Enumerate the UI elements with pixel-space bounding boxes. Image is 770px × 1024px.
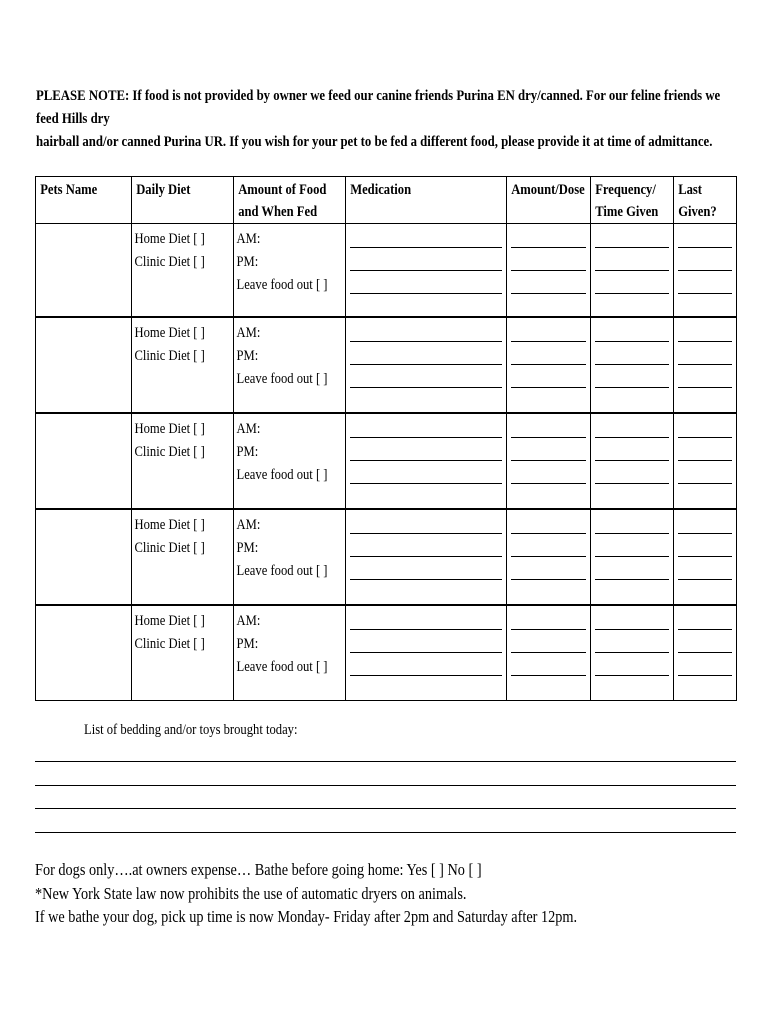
- frequency-cell: [591, 224, 674, 318]
- medication-line[interactable]: [350, 534, 502, 557]
- notice-text: [36, 84, 740, 153]
- bedding-line[interactable]: [35, 761, 736, 762]
- pet-name-cell[interactable]: [36, 509, 132, 605]
- amount-dose-line[interactable]: [511, 342, 586, 365]
- amount-of-food-cell: [234, 605, 346, 701]
- amount-dose-cell: [507, 605, 591, 701]
- amount-dose-line[interactable]: [511, 225, 586, 248]
- pet-name-cell[interactable]: [36, 317, 132, 413]
- daily-diet-cell: [132, 317, 234, 413]
- last-given-line[interactable]: [678, 630, 732, 653]
- amount-of-food-cell: [234, 509, 346, 605]
- header-pets-name: Pets Name: [36, 177, 132, 224]
- last-given-line[interactable]: [678, 365, 732, 388]
- home-diet-checkbox[interactable]: Home Diet [ ]: [134, 613, 205, 629]
- last-given-line[interactable]: [678, 653, 732, 676]
- bedding-label: List of bedding and/or toys brought today:: [84, 722, 298, 738]
- last-given-line[interactable]: [678, 271, 732, 294]
- amount-dose-line[interactable]: [511, 271, 586, 294]
- amount-dose-cell: [507, 224, 591, 318]
- last-given-line[interactable]: [678, 319, 732, 342]
- home-diet-checkbox[interactable]: Home Diet [ ]: [134, 421, 205, 437]
- leave-food-out-checkbox[interactable]: Leave food out [ ]: [236, 563, 328, 579]
- last-given-line[interactable]: [678, 557, 732, 580]
- am-label: AM:: [236, 613, 261, 629]
- frequency-cell: [591, 317, 674, 413]
- medication-line[interactable]: [350, 630, 502, 653]
- leave-food-out-checkbox[interactable]: Leave food out [ ]: [236, 467, 328, 483]
- frequency-line[interactable]: [595, 511, 669, 534]
- last-given-line[interactable]: [678, 534, 732, 557]
- pet-row: [36, 224, 737, 318]
- frequency-cell: [591, 413, 674, 509]
- notice-line-1: PLEASE NOTE: If food is not provided by owner we feed our canine friends Purina EN dry/canned. For our feline friends we feed Hills dry: [36, 87, 721, 127]
- pickup-time-note: If we bathe your dog, pick up time is now Monday- Friday after 2pm and Saturday after 12pm.: [35, 907, 578, 926]
- daily-diet-cell: [132, 413, 234, 509]
- medication-cell: [346, 317, 507, 413]
- frequency-cell: [591, 605, 674, 701]
- medication-line[interactable]: [350, 319, 502, 342]
- amount-dose-line[interactable]: [511, 415, 586, 438]
- am-label: AM:: [236, 421, 261, 437]
- pet-name-cell[interactable]: [36, 605, 132, 701]
- frequency-line[interactable]: [595, 557, 669, 580]
- amount-dose-line[interactable]: [511, 557, 586, 580]
- frequency-line[interactable]: [595, 271, 669, 294]
- last-given-line[interactable]: [678, 225, 732, 248]
- frequency-line[interactable]: [595, 653, 669, 676]
- last-given-cell: [674, 413, 737, 509]
- amount-dose-cell: [507, 509, 591, 605]
- amount-dose-line[interactable]: [511, 461, 586, 484]
- pm-label: PM:: [236, 444, 259, 460]
- medication-line[interactable]: [350, 271, 502, 294]
- notice-line-2: hairball and/or canned Purina UR. If you wish for your pet to be fed a different food, please provide it at time of admittance.: [36, 133, 713, 150]
- amount-dose-cell: [507, 317, 591, 413]
- frequency-line[interactable]: [595, 461, 669, 484]
- clinic-diet-checkbox[interactable]: Clinic Diet [ ]: [134, 636, 205, 652]
- bedding-line[interactable]: [35, 832, 736, 833]
- frequency-line[interactable]: [595, 248, 669, 271]
- daily-diet-cell: [132, 224, 234, 318]
- clinic-diet-checkbox[interactable]: Clinic Diet [ ]: [134, 540, 205, 556]
- medication-line[interactable]: [350, 557, 502, 580]
- amount-dose-line[interactable]: [511, 438, 586, 461]
- pet-row: [36, 413, 737, 509]
- pet-row: [36, 317, 737, 413]
- medication-cell: [346, 509, 507, 605]
- pm-label: PM:: [236, 348, 259, 364]
- frequency-line[interactable]: [595, 438, 669, 461]
- last-given-line[interactable]: [678, 342, 732, 365]
- medication-line[interactable]: [350, 653, 502, 676]
- amount-dose-line[interactable]: [511, 653, 586, 676]
- am-label: AM:: [236, 231, 261, 247]
- last-given-cell: [674, 509, 737, 605]
- last-given-cell: [674, 224, 737, 318]
- header-amount-dose: Amount/Dose: [507, 177, 591, 224]
- amount-dose-line[interactable]: [511, 319, 586, 342]
- dryer-law-note: *New York State law now prohibits the use of automatic dryers on animals.: [35, 883, 467, 903]
- medication-line[interactable]: [350, 365, 502, 388]
- medication-cell: [346, 605, 507, 701]
- home-diet-checkbox[interactable]: Home Diet [ ]: [134, 517, 205, 533]
- medication-line[interactable]: [350, 415, 502, 438]
- header-frequency: Frequency/ Time Given: [591, 177, 674, 224]
- am-label: AM:: [236, 517, 261, 533]
- medication-line[interactable]: [350, 607, 502, 630]
- home-diet-checkbox[interactable]: Home Diet [ ]: [134, 231, 205, 247]
- frequency-line[interactable]: [595, 630, 669, 653]
- last-given-line[interactable]: [678, 461, 732, 484]
- medication-line[interactable]: [350, 461, 502, 484]
- frequency-line[interactable]: [595, 415, 669, 438]
- bathe-option[interactable]: For dogs only….at owners expense… Bathe before going home: Yes [ ] No [ ]: [35, 860, 482, 879]
- clinic-diet-checkbox[interactable]: Clinic Diet [ ]: [134, 444, 205, 460]
- amount-of-food-cell: [234, 317, 346, 413]
- last-given-line[interactable]: [678, 248, 732, 271]
- amount-dose-line[interactable]: [511, 630, 586, 653]
- amount-of-food-cell: [234, 224, 346, 318]
- home-diet-checkbox[interactable]: Home Diet [ ]: [134, 325, 205, 341]
- table-header-row: [36, 177, 737, 224]
- medication-line[interactable]: [350, 511, 502, 534]
- footer-notes: [35, 858, 577, 929]
- clinic-diet-checkbox[interactable]: Clinic Diet [ ]: [134, 348, 205, 364]
- last-given-line[interactable]: [678, 607, 732, 630]
- frequency-line[interactable]: [595, 607, 669, 630]
- amount-dose-line[interactable]: [511, 607, 586, 630]
- frequency-line[interactable]: [595, 342, 669, 365]
- header-amount-of-food: Amount of Food and When Fed: [234, 177, 346, 224]
- medication-line[interactable]: [350, 225, 502, 248]
- medication-cell: [346, 413, 507, 509]
- daily-diet-cell: [132, 605, 234, 701]
- last-given-line[interactable]: [678, 511, 732, 534]
- pet-row: [36, 605, 737, 701]
- amount-dose-line[interactable]: [511, 248, 586, 271]
- header-medication: Medication: [346, 177, 507, 224]
- frequency-line[interactable]: [595, 225, 669, 248]
- amount-dose-line[interactable]: [511, 365, 586, 388]
- medication-line[interactable]: [350, 438, 502, 461]
- amount-dose-line[interactable]: [511, 534, 586, 557]
- medication-cell: [346, 224, 507, 318]
- medication-line[interactable]: [350, 248, 502, 271]
- bedding-line[interactable]: [35, 808, 736, 809]
- last-given-cell: [674, 317, 737, 413]
- clinic-diet-checkbox[interactable]: Clinic Diet [ ]: [134, 254, 205, 270]
- bedding-line[interactable]: [35, 785, 736, 786]
- frequency-cell: [591, 509, 674, 605]
- last-given-line[interactable]: [678, 415, 732, 438]
- last-given-cell: [674, 605, 737, 701]
- pet-row: [36, 509, 737, 605]
- leave-food-out-checkbox[interactable]: Leave food out [ ]: [236, 371, 328, 387]
- pm-label: PM:: [236, 254, 259, 270]
- header-last-given: Last Given?: [674, 177, 737, 224]
- amount-of-food-cell: [234, 413, 346, 509]
- leave-food-out-checkbox[interactable]: Leave food out [ ]: [236, 277, 328, 293]
- pet-name-cell[interactable]: [36, 413, 132, 509]
- leave-food-out-checkbox[interactable]: Leave food out [ ]: [236, 659, 328, 675]
- frequency-line[interactable]: [595, 534, 669, 557]
- amount-dose-line[interactable]: [511, 511, 586, 534]
- last-given-line[interactable]: [678, 438, 732, 461]
- pet-name-cell[interactable]: [36, 224, 132, 318]
- frequency-line[interactable]: [595, 319, 669, 342]
- pm-label: PM:: [236, 540, 259, 556]
- medication-line[interactable]: [350, 342, 502, 365]
- feeding-medication-table: [35, 176, 737, 701]
- pm-label: PM:: [236, 636, 259, 652]
- header-daily-diet: Daily Diet: [132, 177, 234, 224]
- daily-diet-cell: [132, 509, 234, 605]
- frequency-line[interactable]: [595, 365, 669, 388]
- am-label: AM:: [236, 325, 261, 341]
- amount-dose-cell: [507, 413, 591, 509]
